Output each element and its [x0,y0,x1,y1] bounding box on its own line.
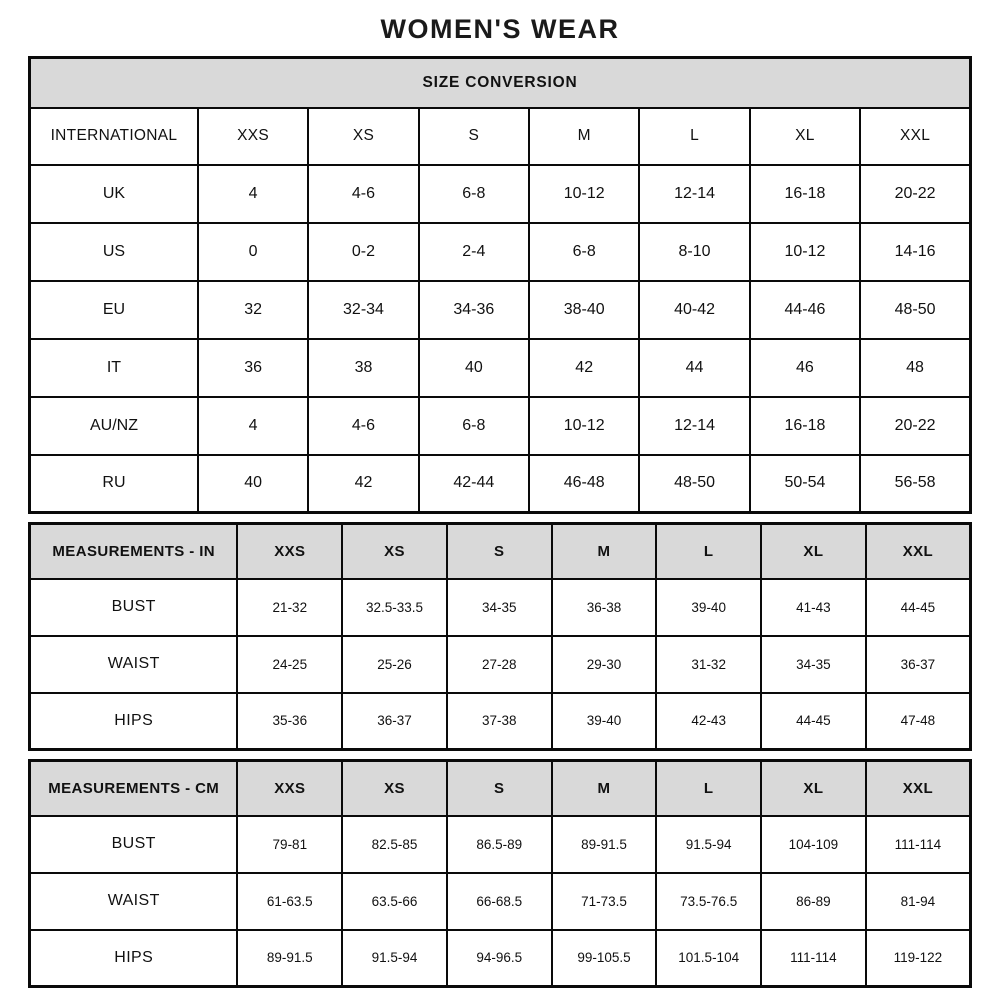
table-row [30,165,971,223]
table-cell: 44-45 [761,693,866,750]
column-header-s: S [419,108,529,165]
column-header-xxl: XXL [866,761,971,816]
measurements-cm-table [28,759,972,988]
row-label: IT [30,339,198,397]
table-cell: 47-48 [866,693,971,750]
table-cell: 29-30 [552,636,657,693]
table-cell: 111-114 [866,816,971,873]
table-cell: 16-18 [750,397,860,455]
column-header-l: L [656,524,761,579]
table-cell: 99-105.5 [552,930,657,987]
table-cell: 0-2 [308,223,418,281]
size-conversion [28,56,972,514]
table-cell: 31-32 [656,636,761,693]
column-header-l: L [639,108,749,165]
size-conversion-header-label: INTERNATIONAL [30,108,198,165]
table-row [30,455,971,513]
table-cell: 44 [639,339,749,397]
table-cell: 42 [308,455,418,513]
measurements-cm [28,759,972,988]
row-label: WAIST [30,873,238,930]
size-conversion-banner: SIZE CONVERSION [30,58,971,108]
table-row [30,281,971,339]
table-cell: 111-114 [761,930,866,987]
table-row [30,930,971,987]
table-cell: 27-28 [447,636,552,693]
table-cell: 81-94 [866,873,971,930]
table-cell: 4-6 [308,165,418,223]
table-cell: 66-68.5 [447,873,552,930]
table-cell: 2-4 [419,223,529,281]
table-cell: 48 [860,339,970,397]
column-header-xl: XL [761,524,866,579]
table-cell: 89-91.5 [552,816,657,873]
table-cell: 38-40 [529,281,639,339]
table-cell: 39-40 [656,579,761,636]
measurements-in [28,522,972,751]
table-cell: 8-10 [639,223,749,281]
table-cell: 91.5-94 [656,816,761,873]
table-cell: 71-73.5 [552,873,657,930]
table-cell: 36-37 [866,636,971,693]
row-label: HIPS [30,930,238,987]
row-label: AU/NZ [30,397,198,455]
table-row [30,873,971,930]
table-row [30,339,971,397]
table-cell: 82.5-85 [342,816,447,873]
table-cell: 32 [198,281,308,339]
row-label: RU [30,455,198,513]
table-cell: 10-12 [750,223,860,281]
table-cell: 46-48 [529,455,639,513]
table-cell: 73.5-76.5 [656,873,761,930]
measurements-cm-header-label: MEASUREMENTS - CM [30,761,238,816]
table-cell: 44-46 [750,281,860,339]
table-cell: 86.5-89 [447,816,552,873]
column-header-s: S [447,524,552,579]
size-conversion-table [28,56,972,514]
table-cell: 10-12 [529,165,639,223]
table-row [30,223,971,281]
table-cell: 42-43 [656,693,761,750]
column-header-xs: XS [342,524,447,579]
table-cell: 79-81 [237,816,342,873]
table-cell: 38 [308,339,418,397]
table-cell: 48-50 [860,281,970,339]
table-cell: 63.5-66 [342,873,447,930]
row-label: BUST [30,579,238,636]
table-cell: 42 [529,339,639,397]
table-row [30,693,971,750]
table-cell: 34-35 [447,579,552,636]
table-cell: 36 [198,339,308,397]
column-header-xl: XL [761,761,866,816]
table-cell: 34-35 [761,636,866,693]
table-cell: 94-96.5 [447,930,552,987]
table-cell: 24-25 [237,636,342,693]
table-cell: 91.5-94 [342,930,447,987]
table-cell: 16-18 [750,165,860,223]
table-cell: 12-14 [639,165,749,223]
column-header-xxl: XXL [866,524,971,579]
table-cell: 40 [419,339,529,397]
table-cell: 41-43 [761,579,866,636]
table-row [30,579,971,636]
row-label: US [30,223,198,281]
column-header-m: M [529,108,639,165]
table-cell: 4-6 [308,397,418,455]
table-cell: 89-91.5 [237,930,342,987]
table-cell: 50-54 [750,455,860,513]
table-row [30,636,971,693]
column-header-m: M [552,761,657,816]
table-cell: 44-45 [866,579,971,636]
table-cell: 39-40 [552,693,657,750]
table-cell: 25-26 [342,636,447,693]
table-cell: 6-8 [419,397,529,455]
table-cell: 40-42 [639,281,749,339]
table-cell: 12-14 [639,397,749,455]
table-cell: 4 [198,165,308,223]
table-cell: 6-8 [529,223,639,281]
row-label: BUST [30,816,238,873]
table-cell: 20-22 [860,165,970,223]
table-cell: 48-50 [639,455,749,513]
table-cell: 101.5-104 [656,930,761,987]
table-cell: 61-63.5 [237,873,342,930]
column-header-m: M [552,524,657,579]
column-header-xs: XS [342,761,447,816]
table-cell: 34-36 [419,281,529,339]
table-cell: 35-36 [237,693,342,750]
page-title: WOMEN'S WEAR [380,14,620,44]
table-row [30,816,971,873]
table-cell: 10-12 [529,397,639,455]
row-label: UK [30,165,198,223]
column-header-xxs: XXS [198,108,308,165]
table-cell: 37-38 [447,693,552,750]
table-cell: 36-38 [552,579,657,636]
table-cell: 104-109 [761,816,866,873]
column-header-xxs: XXS [237,524,342,579]
table-cell: 6-8 [419,165,529,223]
column-header-xl: XL [750,108,860,165]
table-cell: 46 [750,339,860,397]
table-row [30,397,971,455]
table-cell: 32.5-33.5 [342,579,447,636]
column-header-xxl: XXL [860,108,970,165]
table-cell: 36-37 [342,693,447,750]
table-cell: 32-34 [308,281,418,339]
table-cell: 14-16 [860,223,970,281]
table-cell: 20-22 [860,397,970,455]
row-label: EU [30,281,198,339]
column-header-xxs: XXS [237,761,342,816]
column-header-xs: XS [308,108,418,165]
table-cell: 119-122 [866,930,971,987]
row-label: WAIST [30,636,238,693]
table-cell: 21-32 [237,579,342,636]
table-cell: 40 [198,455,308,513]
measurements-in-table [28,522,972,751]
column-header-l: L [656,761,761,816]
table-cell: 42-44 [419,455,529,513]
table-cell: 0 [198,223,308,281]
measurements-in-header-label: MEASUREMENTS - IN [30,524,238,579]
table-cell: 4 [198,397,308,455]
table-cell: 56-58 [860,455,970,513]
row-label: HIPS [30,693,238,750]
table-cell: 86-89 [761,873,866,930]
column-header-s: S [447,761,552,816]
